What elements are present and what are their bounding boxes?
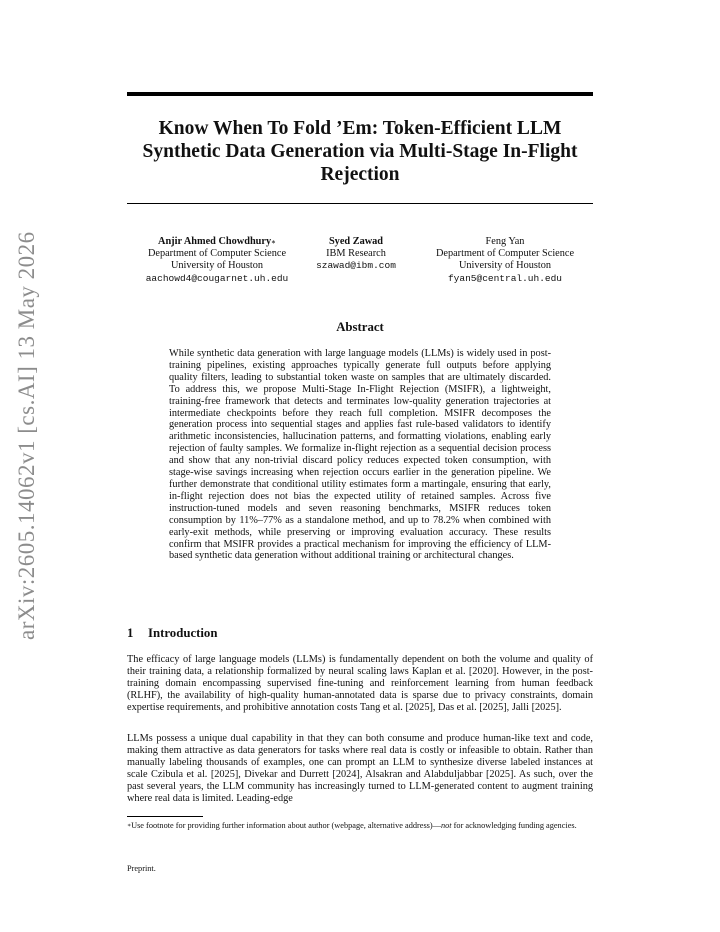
section-title: Introduction — [148, 626, 218, 640]
author-affiliation: University of Houston — [458, 260, 552, 272]
author-affiliation: IBM Research — [326, 248, 386, 260]
author-name: Syed Zawad — [328, 236, 384, 247]
footnote-rule — [127, 816, 203, 817]
body-paragraph: The efficacy of large language models (LLMs) is fundamentally dependent on both the volume and quality of their training data, a relationship formalized by neural scaling laws Kaplan et al. [2020]. However, in the post-training domain encompassing supervised fine-tuning and reinforcement learning from human feedback (RLHF), the availability of high-quality human-annotated data is sparse due to privacy constraints, domain expertise requirements, and prohibitive annotation costs Tang et al. [2025], Das et al. [2025], Jalli [2025]. — [127, 654, 593, 713]
title-top-rule — [127, 92, 593, 96]
title-bottom-rule — [127, 203, 593, 204]
author-name: Anjir Ahmed Chowdhury∗ — [158, 236, 276, 247]
author-name: Feng Yan — [485, 236, 525, 247]
abstract-text: While synthetic data generation with large language models (LLMs) is widely used in post-training pipelines, existing approaches typically generate full outputs before applying quality filters, leading to substantial token waste on samples that are ultimately discarded. To address this, we propose Multi-Stage In-Flight Rejection (MSIFR), a lightweight, training-free framework that detects and terminates low-quality generation trajectories at intermediate checkpoints before they reach full completion. MSIFR decomposes the generation process into sequential stages and applies fast rule-based validators to identify arithmetic inconsistencies, hallucination patterns, and formatting violations, enabling early rejection of faulty samples. We formalize in-flight rejection as a sequential decision process and show that any non-trivial discard policy reduces expected token consumption, with stage-wise savings increasing when rejection occurs earlier in the generation pipeline. We further demonstrate that conditional utility estimates form a martingale, ensuring that early, in-flight rejection does not bias the expected utility of retained samples. Across five instruction-tuned models and seven reasoning benchmarks, MSIFR reduces token consumption by 11%–77% as a standalone method, and up to 78.2% when combined with early-exit methods, while preserving or improving evaluation accuracy. These results confirm that MSIFR provides a practical mechanism for improving the efficiency of LLM-based synthetic data generation without additional training or architectural changes. — [169, 348, 551, 562]
author-email: aachowd4@cougarnet.uh.edu — [145, 272, 289, 284]
body-paragraph: LLMs possess a unique dual capability in that they can both consume and produce human-like text and code, making them attractive as data generators for tasks where real data is costly or infeasible to obtain. Rather than manually labeling thousands of examples, one can prompt an LLM to synthesize diverse labeled instances at scale Czibula et al. [2025], Divekar and Durrett [2024], Alsakran and Alabduljabbar [2025]. As such, over the past several years, the LLM community has increasingly turned to LLM-generated content to augment training where real data is limited. Leading-edge — [127, 733, 593, 804]
author-affiliation: University of Houston — [170, 260, 264, 272]
author-2 — [298, 236, 414, 273]
footnote-text: Use footnote for providing further information about author (webpage, alternative address)— — [131, 821, 441, 830]
author-block — [127, 236, 593, 292]
author-1 — [127, 236, 307, 285]
paper-title: Know When To Fold ’Em: Token-Efficient LLM Synthetic Data Generation via Multi-Stage In-Flight Rejection — [142, 118, 578, 185]
author-affiliation: Department of Computer Science — [147, 248, 287, 260]
footnote-text: for acknowledging funding agencies. — [451, 821, 577, 830]
footnote-marker: ∗ — [127, 823, 132, 829]
footnote — [127, 821, 593, 832]
abstract-heading: Abstract — [336, 320, 384, 334]
arxiv-stamp: arXiv:2605.14062v1 [cs.AI] 13 May 2026 — [14, 231, 39, 640]
preprint-label: Preprint. — [127, 864, 156, 873]
footnote-emphasis: not — [440, 821, 452, 830]
section-number: 1 — [127, 626, 134, 640]
author-3 — [417, 236, 593, 285]
author-email: fyan5@central.uh.edu — [447, 272, 563, 284]
author-affiliation: Department of Computer Science — [435, 248, 575, 260]
author-email: szawad@ibm.com — [316, 260, 396, 272]
section-heading — [127, 626, 217, 641]
footnote-marker: ∗ — [271, 238, 276, 246]
